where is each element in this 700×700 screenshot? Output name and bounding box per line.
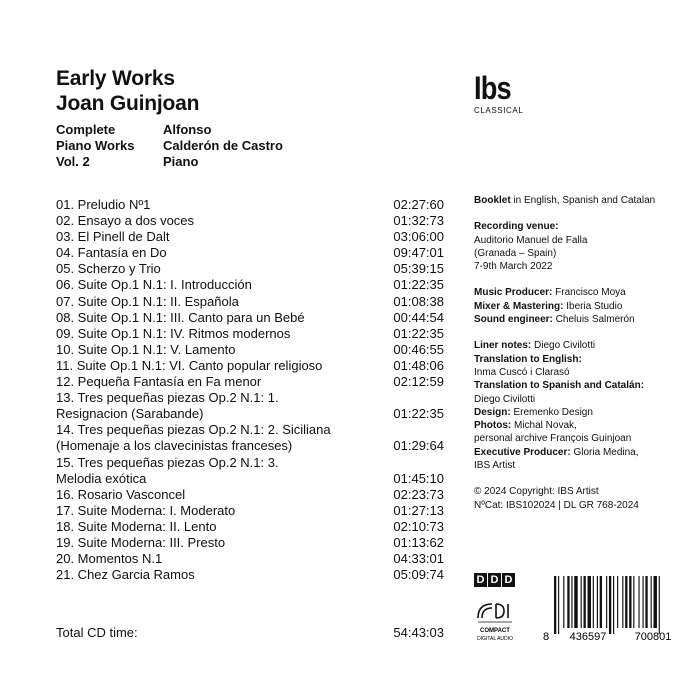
barcode-bar [633,576,634,628]
barcode-bar [600,576,602,628]
barcode-bar [654,576,657,628]
barcode-digits-3: 700801 [634,631,672,643]
barcode-digits-2: 436597 [569,631,607,643]
barcode-bar [593,576,594,628]
design: Eremenko Design [510,406,593,418]
track-time: 04:33:01 [393,551,444,567]
track-row [56,358,444,374]
barcode-bar [638,576,639,628]
track-time: 02:10:73 [393,518,444,534]
album-header [56,66,199,116]
track-title: 09. Suite Op.1 N.1: IV. Ritmos modernos [56,325,291,341]
booklet-text: in English, Spanish and Catalan [510,195,656,206]
barcode-bar [625,576,627,628]
track-row [56,503,444,519]
design-label: Design: [474,406,511,418]
sound-engineer: Cheluis Salmerón [552,314,635,326]
venue-info [474,220,700,273]
cd-text-1: COMPACT [480,628,510,634]
track-title: 15. Tres pequeñas piezas Op.2 N.1: 3. Melodia exótica [56,454,279,486]
mixer-label: Mixer & Mastering: [474,300,564,312]
liner-notes: Diego Civilotti [531,340,596,352]
track-title: 01. Preludio Nº1 [56,197,151,212]
track-time: 00:46:55 [393,341,444,357]
barcode-bar [597,576,598,628]
ibs-logo [474,68,524,115]
track-title: 06. Suite Op.1 N.1: I. Introducción [56,277,252,293]
copyright: © 2024 Copyright: IBS Artist [474,486,599,498]
track-title: 13. Tres pequeñas piezas Op.2 N.1: 1. Resignacion (Sarabande) [56,390,279,422]
logo-subtitle: CLASSICAL [474,106,524,115]
track-time: 01:32:73 [393,213,444,229]
barcode-bar [659,576,660,634]
credits [474,194,700,512]
performer-info [163,122,283,170]
track-time: 02:27:60 [393,197,444,212]
work-line: Vol. 2 [56,154,90,169]
track-title: 14. Tres pequeñas piezas Op.2 N.1: 2. Siciliana (Homenaje a los clavecinistas franceses) [56,422,331,454]
barcode-bar [629,576,631,628]
barcode-bar [563,576,564,628]
liner-label: Liner notes: [474,340,532,352]
performer-line: Calderón de Castro [163,138,283,153]
track-time: 02:12:59 [393,374,444,390]
track-row [56,519,444,535]
barcode-bars [554,576,660,634]
barcode-digit-1: 8 [543,631,550,643]
translation-es: Diego Civilotti [474,393,536,405]
photos-line-2: personal archive François Guinjoan [474,433,632,445]
track-title: 11. Suite Op.1 N.1: VI. Canto popular religioso [56,357,323,373]
mixer: Iberia Studio [563,300,623,312]
barcode-bar [558,576,559,634]
track-row [56,310,444,326]
track-time: 01:48:06 [393,357,444,373]
ddd-letter: D [502,573,515,587]
track-row [56,455,444,487]
track-row [56,567,444,583]
translation-en: Inma Cuscó i Clarasó [474,366,570,378]
production-info [474,286,700,326]
track-time: 00:44:54 [393,309,444,325]
work-line: Complete [56,122,116,137]
ddd-letter: D [488,573,501,587]
track-row [56,294,444,310]
track-title: 04. Fantasía en Do [56,245,167,261]
barcode-bar [643,576,644,628]
track-time: 02:23:73 [393,486,444,502]
catalog-number: NºCat: IBS102024 | DL GR 768-2024 [474,499,639,511]
track-row [56,261,444,277]
track-time: 01:22:35 [393,325,444,341]
track-row [56,213,444,229]
album-title: Early Works [56,67,175,90]
barcode-bar [554,576,556,634]
music-producer: Francisco Moya [552,287,626,299]
track-title: 19. Suite Moderna: III. Presto [56,534,226,550]
track-time: 01:27:13 [393,502,444,518]
ddd-letter: D [474,573,487,587]
track-time: 01:45:10 [393,470,444,486]
venue-line: 7-9th March 2022 [474,261,553,273]
track-time: 01:29:64 [393,438,444,454]
track-title: 21. Chez Garcia Ramos [56,567,195,583]
composer-name: Joan Guinjoan [56,92,200,115]
track-title: 17. Suite Moderna: I. Moderato [56,502,236,518]
track-row [56,390,444,422]
track-row [56,197,444,213]
barcode-bar [571,576,572,628]
barcode [540,574,690,644]
booklet-label: Booklet [474,195,511,206]
venue-label: Recording venue: [474,221,559,233]
track-row [56,342,444,358]
sound-engineer-label: Sound engineer: [474,314,553,326]
track-time: 09:47:01 [393,245,444,261]
track-row [56,551,444,567]
venue-line: (Granada – Spain) [474,247,557,259]
barcode-bar [609,576,611,634]
track-title: 10. Suite Op.1 N.1: V. Lamento [56,341,236,357]
barcode-bar [613,576,614,634]
track-title: 02. Ensayo a dos voces [56,213,195,229]
track-row [56,229,444,245]
track-row [56,422,444,454]
exec-producer-line-2: IBS Artist [474,460,516,472]
exec-producer-label: Executive Producer: [474,446,571,458]
cd-text-2: DIGITAL AUDIO [477,636,513,642]
booklet-info [474,194,700,207]
barcode-bar [581,576,582,628]
track-row [56,245,444,261]
track-time: 05:39:15 [393,261,444,277]
disc-icon [478,604,512,622]
barcode-bar [606,576,607,628]
track-list [56,197,444,583]
barcode-bar [584,576,586,628]
venue-line: Auditorio Manuel de Falla [474,234,588,246]
track-time: 01:08:38 [393,293,444,309]
editorial-info [474,339,700,472]
track-row [56,535,444,551]
photos-label: Photos: [474,420,512,432]
compact-disc-logo [474,600,516,644]
work-line: Piano Works [56,138,135,153]
ddd-badge [474,573,515,587]
barcode-bar [622,576,623,628]
barcode-bar [651,576,652,628]
barcode-bar [567,576,569,628]
track-time: 05:09:74 [393,567,444,583]
track-title: 03. El Pinell de Dalt [56,229,170,245]
barcode-bar [617,576,618,628]
barcode-bar [574,576,577,628]
track-title: 07. Suite Op.1 N.1: II. Española [56,293,239,309]
track-title: 08. Suite Op.1 N.1: III. Canto para un Bebé [56,309,305,325]
track-title: 05. Scherzo y Trio [56,261,161,277]
track-time: 01:22:35 [393,406,444,422]
track-title: 18. Suite Moderna: II. Lento [56,518,217,534]
performer-line: Alfonso [163,122,212,137]
track-title: 16. Rosario Vasconcel [56,486,186,502]
music-producer-label: Music Producer: [474,287,553,299]
total-label: Total CD time: [56,625,138,640]
photos: Michal Novak, [511,420,577,432]
track-title: 12. Pequeña Fantasía en Fa menor [56,374,262,390]
translation-en-label: Translation to English: [474,353,582,365]
track-row [56,326,444,342]
track-row [56,277,444,293]
total-time-row [56,625,444,640]
track-time: 01:22:35 [393,277,444,293]
track-row [56,487,444,503]
track-time: 01:13:62 [393,534,444,550]
work-info [56,122,135,170]
logo-mark: Ibs [474,70,511,106]
track-row [56,374,444,390]
barcode-bar [588,576,591,628]
exec-producer: Gloria Medina, [570,446,639,458]
translation-es-label: Translation to Spanish and Catalán: [474,380,645,392]
total-time: 54:43:03 [393,625,444,640]
track-time: 03:06:00 [393,229,444,245]
track-title: 20. Momentos N.1 [56,551,163,567]
performer-line: Piano [163,154,199,169]
barcode-bar [645,576,647,628]
